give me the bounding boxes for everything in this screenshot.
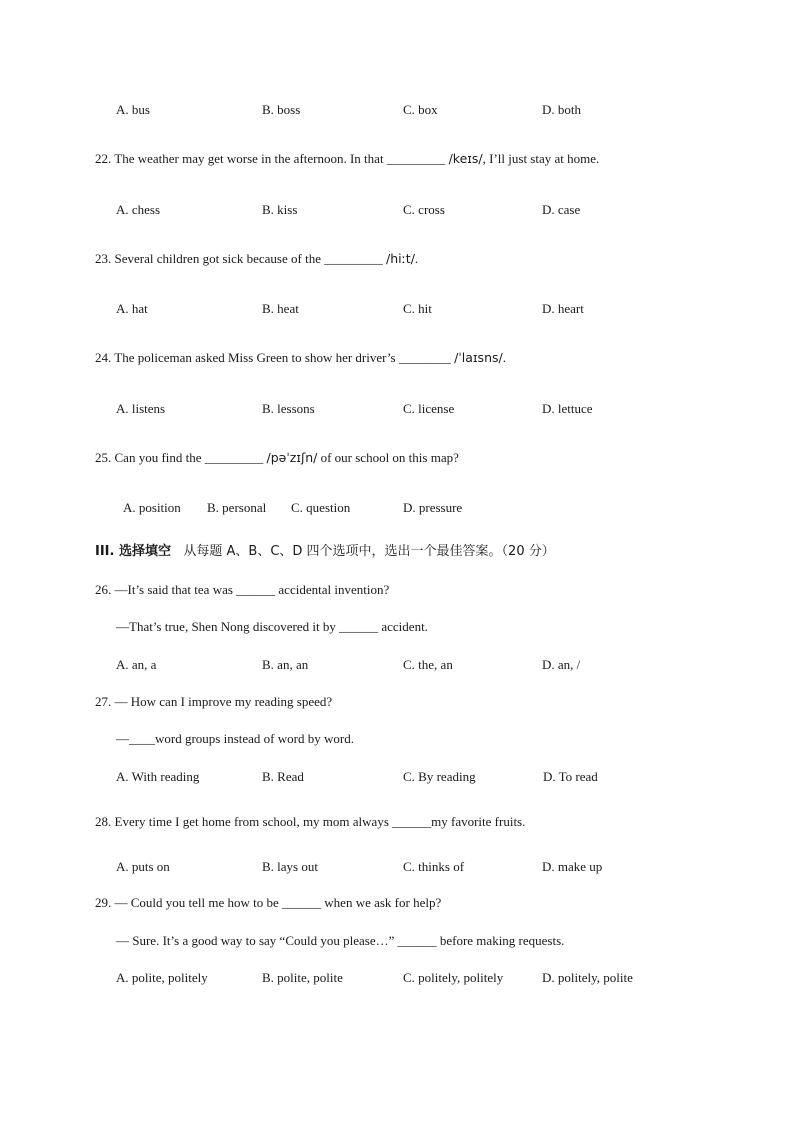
q29-option-a: A. polite, politely (116, 970, 208, 985)
q26-option-a: A. an, a (116, 657, 157, 672)
q27-option-a: A. With reading (116, 769, 200, 784)
q23-number: 23. (95, 251, 112, 266)
q29-number: 29. (95, 895, 112, 910)
q23-stem (95, 250, 418, 268)
q29-option-c: C. politely, politely (403, 970, 504, 985)
q24-phonetic: /ˈlaɪsns/ (454, 350, 503, 365)
q24-option-b: B. lessons (262, 401, 315, 416)
q27-line-1 (95, 693, 332, 711)
q27-text-1: — How can I improve my reading speed? (114, 694, 333, 709)
q27-option-d: D. To read (543, 769, 598, 784)
q26-text-1: —It’s said that tea was ______ accidental invention? (114, 582, 390, 597)
q24-option-d: D. lettuce (542, 401, 593, 416)
q29-text-1: — Could you tell me how to be ______ when we ask for help? (114, 895, 442, 910)
q22-option-c: C. cross (403, 202, 445, 217)
q22-stem (95, 150, 599, 168)
q21-option-b: B. boss (262, 102, 301, 117)
section-3-heading (95, 543, 555, 561)
q26-line-2: —That’s true, Shen Nong discovered it by ______ accident. (116, 619, 428, 634)
q24-stem (95, 349, 506, 367)
q25-post: of our school on this map? (317, 450, 459, 465)
q25-option-d: D. pressure (403, 500, 463, 515)
q27-number: 27. (95, 694, 112, 709)
q29-option-d: D. politely, polite (542, 970, 633, 985)
q28-line-1 (95, 813, 525, 831)
q25-pre: Can you find the _________ (114, 450, 267, 465)
q25-phonetic: /pəˈzɪʃn/ (266, 450, 318, 465)
q26-option-d: D. an, / (542, 657, 581, 672)
q23-option-d: D. heart (542, 301, 584, 316)
q23-pre: Several children got sick because of the _________ (114, 251, 386, 266)
q23-option-c: C. hit (403, 301, 432, 316)
q28-text-1: Every time I get home from school, my mom always ______my favorite fruits. (114, 814, 526, 829)
q22-phonetic: /keɪs/ (448, 151, 483, 166)
q25-option-b: B. personal (207, 500, 267, 515)
q26-option-c: C. the, an (403, 657, 453, 672)
q25-option-a: A. position (123, 500, 181, 515)
q25-number: 25. (95, 450, 112, 465)
q28-option-a: A. puts on (116, 859, 170, 874)
q28-option-b: B. lays out (262, 859, 318, 874)
q24-option-a: A. listens (116, 401, 166, 416)
section-3-title: III. 选择填空 (95, 544, 171, 559)
q23-option-a: A. hat (116, 301, 148, 316)
q28-option-d: D. make up (542, 859, 603, 874)
q24-pre: The policeman asked Miss Green to show her driver’s ________ (114, 350, 455, 365)
q29-line-1 (95, 894, 441, 912)
q22-post: , I’ll just stay at home. (482, 151, 600, 166)
q22-pre: The weather may get worse in the afternoon. In that _________ (114, 151, 449, 166)
q21-option-c: C. box (403, 102, 438, 117)
q25-stem (95, 449, 459, 467)
q22-option-a: A. chess (116, 202, 161, 217)
section-3-instruction: 从每题 A、B、C、D 四个选项中，选出一个最佳答案。（20 分） (183, 544, 555, 559)
q23-option-b: B. heat (262, 301, 299, 316)
q28-number: 28. (95, 814, 112, 829)
q24-option-c: C. license (403, 401, 455, 416)
q28-option-c: C. thinks of (403, 859, 465, 874)
q24-number: 24. (95, 350, 112, 365)
q26-option-b: B. an, an (262, 657, 309, 672)
q22-option-b: B. kiss (262, 202, 298, 217)
q26-line-1 (95, 581, 389, 599)
q29-line-2: — Sure. It’s a good way to say “Could you please…” ______ before making requests. (116, 933, 565, 948)
q29-option-b: B. polite, polite (262, 970, 343, 985)
q22-number: 22. (95, 151, 112, 166)
q23-post: . (414, 251, 419, 266)
q21-option-d: D. both (542, 102, 581, 117)
q27-option-b: B. Read (262, 769, 304, 784)
q26-number: 26. (95, 582, 112, 597)
q27-line-2: —____word groups instead of word by word. (116, 731, 354, 746)
q23-phonetic: /hiːt/ (385, 251, 415, 266)
q27-option-c: C. By reading (403, 769, 476, 784)
q22-option-d: D. case (542, 202, 581, 217)
q21-option-a: A. bus (116, 102, 150, 117)
q25-option-c: C. question (291, 500, 351, 515)
q24-post: . (502, 350, 506, 365)
